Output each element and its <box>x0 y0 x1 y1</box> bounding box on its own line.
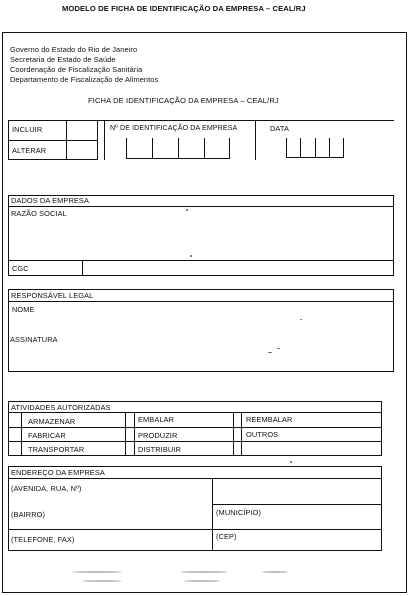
company-label-rule <box>8 206 394 207</box>
date-cell-divider <box>329 138 330 158</box>
scan-speck <box>82 580 122 582</box>
date-cell-divider <box>315 138 316 158</box>
company-section-label: DADOS DA EMPRESA <box>11 196 89 205</box>
scan-speck <box>268 352 272 353</box>
legal-section-label: RESPONSÁVEL LEGAL <box>11 291 94 300</box>
scan-speck <box>184 580 220 582</box>
scan-speck <box>186 209 188 211</box>
address-column-rule <box>212 479 213 550</box>
activity-distribuir: DISTRIBUIR <box>138 445 181 454</box>
zip-field[interactable] <box>244 530 380 550</box>
activities-row-rule <box>8 441 382 442</box>
include-checkbox[interactable] <box>67 121 97 140</box>
activity-transportar: TRANSPORTAR <box>28 445 85 454</box>
scan-speck <box>190 255 192 257</box>
signature-field[interactable] <box>70 332 392 370</box>
activities-column-rule <box>134 412 135 456</box>
scan-speck <box>180 571 228 573</box>
activities-check-column-rule <box>21 412 22 456</box>
activity-embalar: EMBALAR <box>138 415 175 424</box>
reembalar-checkbox[interactable] <box>234 413 241 427</box>
transportar-checkbox[interactable] <box>9 442 21 455</box>
alter-checkbox[interactable] <box>67 141 97 159</box>
cgc-label: CGC <box>12 264 29 273</box>
legal-name-label: NOME <box>12 305 35 314</box>
activities-row-rule <box>8 412 382 413</box>
include-label: INCLUIR <box>12 125 43 134</box>
distribuir-checkbox[interactable] <box>126 442 134 455</box>
district-field[interactable] <box>50 505 210 528</box>
street-label: (AVENIDA, RUA, Nº) <box>11 484 82 493</box>
header-line-secretariat: Secretaria de Estado de Saúde <box>10 55 116 64</box>
company-name-field[interactable] <box>9 220 393 260</box>
legal-name-field[interactable] <box>40 302 392 330</box>
activities-column-rule <box>241 412 242 456</box>
signature-label: ASSINATURA <box>10 335 58 344</box>
activity-armazenar: ARMAZENAR <box>28 417 76 426</box>
activities-section-label: ATIVIDADES AUTORIZADAS <box>11 403 111 412</box>
header-line-coordination: Coordenação de Fiscalização Sanitária <box>10 65 143 74</box>
scan-speck <box>262 571 288 573</box>
header-line-department: Departamento de Fiscalização de Alimentos <box>10 75 159 84</box>
scan-speck <box>290 461 292 463</box>
city-label: (MUNICÍPIO) <box>216 508 262 517</box>
city-field[interactable] <box>272 505 380 528</box>
alter-label: ALTERAR <box>12 146 47 155</box>
header-line-government: Governo do Estado do Rio de Janeiro <box>10 45 138 54</box>
phone-field[interactable] <box>92 530 210 550</box>
date-cell-divider <box>300 138 301 158</box>
embalar-checkbox[interactable] <box>126 413 134 427</box>
id-cell-divider <box>152 138 153 159</box>
activity-outros: OUTROS <box>246 430 279 439</box>
activity-reembalar: REEMBALAR <box>246 415 293 424</box>
street-field[interactable] <box>84 479 381 504</box>
document-title: MODELO DE FICHA DE IDENTIFICAÇÃO DA EMPRESA – CEAL/RJ <box>62 4 306 13</box>
activities-row-rule <box>8 427 382 428</box>
district-label: (BAIRRO) <box>11 510 46 519</box>
scan-speck <box>277 348 280 349</box>
id-cell-divider <box>204 138 205 159</box>
activity-produzir: PRODUZIR <box>138 431 178 440</box>
address-section-label: ENDEREÇO DA EMPRESA <box>11 468 105 477</box>
company-name-label: RAZÃO SOCIAL <box>11 209 67 218</box>
date-field[interactable] <box>286 138 344 158</box>
cgc-field[interactable] <box>83 261 393 275</box>
scan-speck <box>72 571 122 573</box>
form-title: FICHA DE IDENTIFICAÇÃO DA EMPRESA – CEAL/RJ <box>88 96 279 105</box>
produzir-checkbox[interactable] <box>126 428 134 441</box>
zip-label: (CEP) <box>216 532 237 541</box>
id-number-field[interactable] <box>126 138 230 159</box>
fabricar-checkbox[interactable] <box>9 428 21 441</box>
armazenar-checkbox[interactable] <box>9 413 21 427</box>
id-left-rule <box>104 120 105 160</box>
scan-speck <box>300 319 302 320</box>
outros-checkbox[interactable] <box>234 428 241 441</box>
id-number-label: Nº DE IDENTIFICAÇÃO DA EMPRESA <box>110 124 238 132</box>
date-label: DATA <box>270 124 290 133</box>
activity-fabricar: FABRICAR <box>28 431 66 440</box>
id-cell-divider <box>178 138 179 159</box>
id-right-rule <box>255 120 256 160</box>
phone-label: (TELEFONE, FAX) <box>11 535 75 544</box>
